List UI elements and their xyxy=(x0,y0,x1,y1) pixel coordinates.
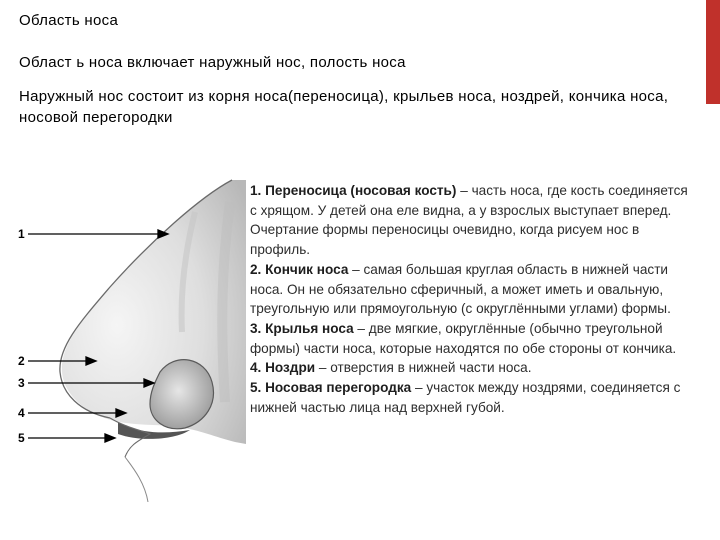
marker-3-label: 3 xyxy=(18,376,25,390)
nose-parts-description xyxy=(250,181,695,417)
nose-profile-illustration xyxy=(0,172,255,502)
red-accent-bar xyxy=(706,0,720,104)
slide-text-line-1: Област ь носа включает наружный нос, полость носа xyxy=(19,54,406,71)
description-item xyxy=(250,378,695,417)
description-text: – часть носа, где кость соединяется с хрящом. У детей она еле видна, а у взрослых выступает вперед. Очертание формы переносицы очевидно, когда рисуем нос в профиль. xyxy=(250,183,688,258)
nose-profile-drawing xyxy=(0,172,255,502)
marker-4-label: 4 xyxy=(18,406,25,420)
marker-5-label: 5 xyxy=(18,431,25,445)
description-term: 3. Крылья носа xyxy=(250,320,354,336)
description-text: – участок между ноздрями, соединяется с нижней частью лица над верхней губой. xyxy=(250,380,681,415)
description-term: 5. Носовая перегородка xyxy=(250,380,412,396)
description-term: 1. Переносица (носовая кость) xyxy=(250,183,457,198)
description-item xyxy=(250,181,695,260)
slide-title: Область носа xyxy=(19,12,119,29)
description-item xyxy=(250,358,695,378)
marker-1-label: 1 xyxy=(18,227,25,241)
description-term: 2. Кончик носа xyxy=(250,261,349,277)
description-item xyxy=(250,319,695,358)
description-text: – отверстия в нижней части носа. xyxy=(315,360,532,376)
description-text: – две мягкие, округлённые (обычно треугольной формы) части носа, которые находятся по обе стороны от кончика. xyxy=(250,320,677,356)
marker-2-label: 2 xyxy=(18,354,25,368)
description-term: 4. Ноздри xyxy=(250,360,316,376)
slide-text-line-2: Наружный нос состоит из корня носа(переносица), крыльев носа, ноздрей, кончика носа, носовой перегородки xyxy=(19,88,669,126)
description-item xyxy=(250,260,695,319)
description-text: – самая большая круглая область в нижней части носа. Он не обязательно сферичный, а может иметь и овальную, треугольную или прямоугольную (с округлёнными углами) формы. xyxy=(250,261,671,317)
